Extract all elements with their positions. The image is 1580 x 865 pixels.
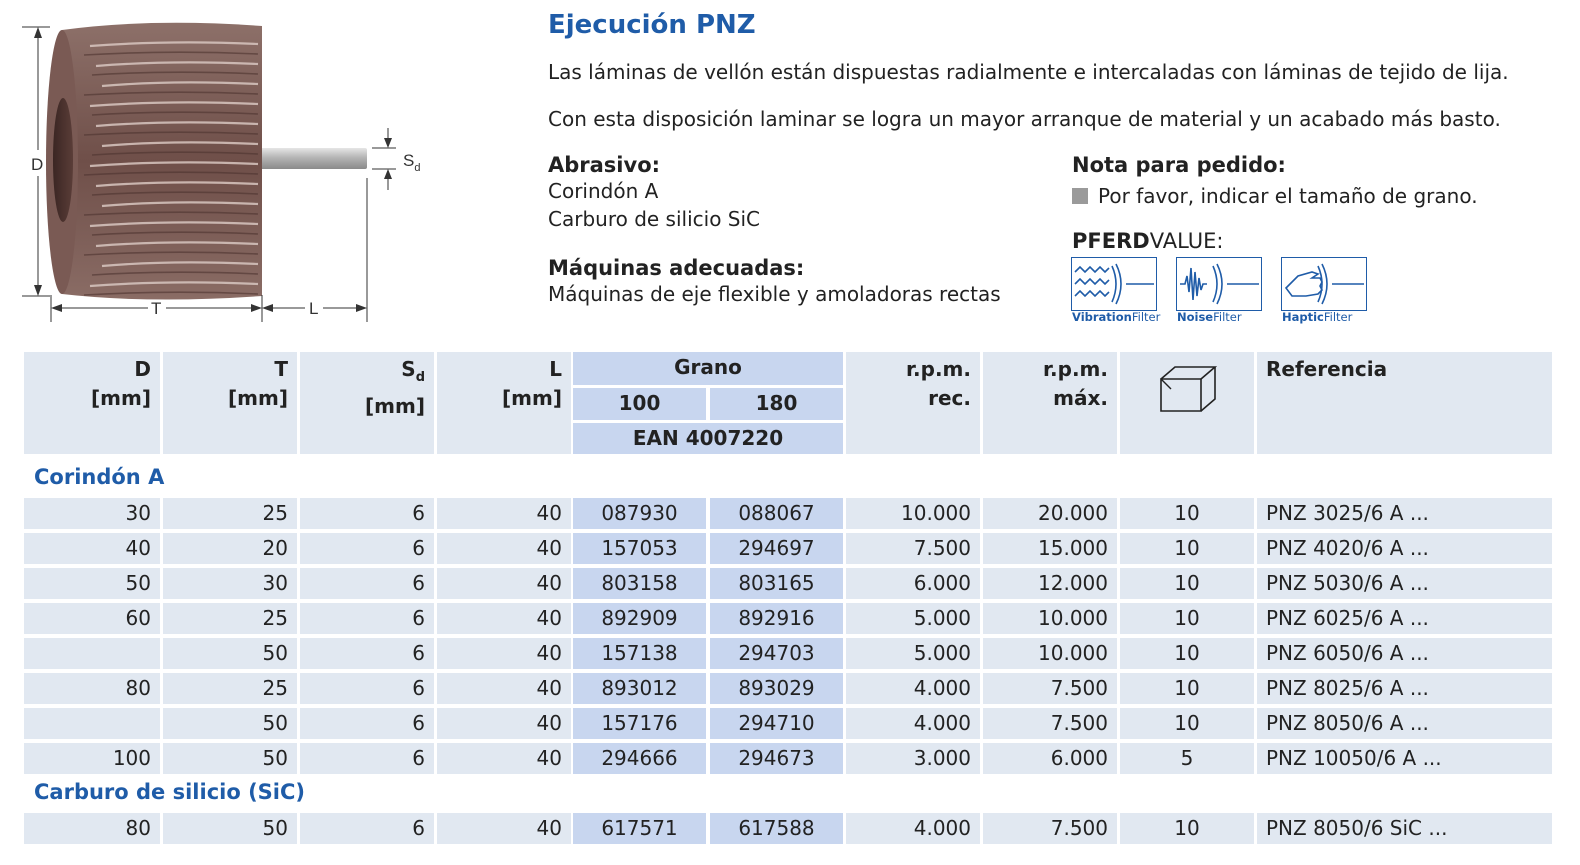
col-header-rpm-rec: r.p.m. rec. bbox=[846, 352, 980, 454]
cell-d: 50 bbox=[24, 568, 160, 599]
cell-ean-grano-100: 294666 bbox=[573, 743, 706, 774]
col-header-rpm-max: r.p.m. máx. bbox=[983, 352, 1117, 454]
order-note bbox=[1072, 184, 1478, 208]
cell-rpm-max: 20.000 bbox=[983, 498, 1117, 529]
machines-text: Máquinas de eje flexible y amoladoras rectas bbox=[548, 282, 1001, 306]
square-bullet-icon bbox=[1072, 188, 1088, 204]
cell-ean-grano-100: 892909 bbox=[573, 603, 706, 634]
cell-l: 40 bbox=[437, 533, 571, 564]
col-header-grano: Grano bbox=[573, 352, 843, 385]
dim-s-label: $S_d$ bbox=[403, 151, 421, 174]
cell-t: 50 bbox=[163, 813, 297, 844]
page-title: Ejecución PNZ bbox=[548, 10, 756, 40]
col-header-sd: $S_d$ [mm] bbox=[300, 352, 434, 454]
cell-rpm-max: 12.000 bbox=[983, 568, 1117, 599]
cell-ean-grano-180: 088067 bbox=[710, 498, 843, 529]
cell-referencia: PNZ 6050/6 A ... bbox=[1257, 638, 1552, 669]
cell-pack-qty: 10 bbox=[1120, 533, 1254, 564]
cell-ean-grano-100: 803158 bbox=[573, 568, 706, 599]
cell-l: 40 bbox=[437, 743, 571, 774]
cell-l: 40 bbox=[437, 568, 571, 599]
cell-referencia: PNZ 5030/6 A ... bbox=[1257, 568, 1552, 599]
group-heading: Carburo de silicio (SiC) bbox=[34, 780, 306, 804]
cell-ean-grano-100: 157176 bbox=[573, 708, 706, 739]
cell-pack-qty: 10 bbox=[1120, 638, 1254, 669]
cell-ean-grano-180: 294703 bbox=[710, 638, 843, 669]
pferd-brand: PFERD bbox=[1072, 229, 1150, 253]
cell-t: 50 bbox=[163, 638, 297, 669]
cell-d: 100 bbox=[24, 743, 160, 774]
cell-referencia: PNZ 8050/6 A ... bbox=[1257, 708, 1552, 739]
cell-l: 40 bbox=[437, 673, 571, 704]
col-header-d: D [mm] bbox=[24, 352, 160, 454]
cell-pack-qty: 10 bbox=[1120, 673, 1254, 704]
cell-t: 30 bbox=[163, 568, 297, 599]
order-note-text: Por favor, indicar el tamaño de grano. bbox=[1098, 184, 1478, 208]
cell-rpm-rec: 10.000 bbox=[846, 498, 980, 529]
cell-d: 40 bbox=[24, 533, 160, 564]
noise-icon bbox=[1177, 258, 1261, 310]
col-header-t: T [mm] bbox=[163, 352, 297, 454]
cell-ean-grano-180: 893029 bbox=[710, 673, 843, 704]
haptic-filter-badge bbox=[1281, 257, 1367, 311]
cell-rpm-max: 10.000 bbox=[983, 603, 1117, 634]
cell-d: 60 bbox=[24, 603, 160, 634]
cell-l: 40 bbox=[437, 638, 571, 669]
cell-sd: 6 bbox=[300, 568, 434, 599]
cell-referencia: PNZ 10050/6 A ... bbox=[1257, 743, 1552, 774]
cell-d: 30 bbox=[24, 498, 160, 529]
cell-ean-grano-100: 087930 bbox=[573, 498, 706, 529]
description-paragraph-2: Con esta disposición laminar se logra un mayor arranque de material y un acabado más basto. bbox=[548, 107, 1501, 131]
cell-pack-qty: 5 bbox=[1120, 743, 1254, 774]
box-icon bbox=[1157, 359, 1217, 415]
cell-referencia: PNZ 3025/6 A ... bbox=[1257, 498, 1552, 529]
abrasive-heading: Abrasivo: bbox=[548, 153, 661, 177]
cell-rpm-rec: 7.500 bbox=[846, 533, 980, 564]
pferd-value-suffix: VALUE: bbox=[1149, 229, 1224, 253]
cell-ean-grano-100: 893012 bbox=[573, 673, 706, 704]
col-header-grano-180: 180 bbox=[710, 388, 843, 420]
cell-sd: 6 bbox=[300, 743, 434, 774]
dim-d-label: D bbox=[31, 155, 44, 174]
cell-ean-grano-180: 294697 bbox=[710, 533, 843, 564]
noise-filter-badge bbox=[1176, 257, 1262, 311]
cell-d: 80 bbox=[24, 673, 160, 704]
cell-sd: 6 bbox=[300, 533, 434, 564]
col-header-referencia: Referencia bbox=[1257, 352, 1552, 454]
cell-rpm-max: 7.500 bbox=[983, 673, 1117, 704]
cell-t: 25 bbox=[163, 498, 297, 529]
col-header-ean: EAN 4007220 bbox=[573, 423, 843, 454]
cell-ean-grano-100: 157053 bbox=[573, 533, 706, 564]
cell-d bbox=[24, 638, 160, 669]
col-header-pack bbox=[1120, 352, 1254, 454]
cell-rpm-rec: 4.000 bbox=[846, 708, 980, 739]
cell-pack-qty: 10 bbox=[1120, 708, 1254, 739]
cell-t: 50 bbox=[163, 708, 297, 739]
order-note-heading: Nota para pedido: bbox=[1072, 153, 1286, 177]
cell-sd: 6 bbox=[300, 603, 434, 634]
cell-rpm-rec: 6.000 bbox=[846, 568, 980, 599]
abrasive-item: Carburo de silicio SiC bbox=[548, 207, 761, 231]
cell-d bbox=[24, 708, 160, 739]
cell-rpm-rec: 3.000 bbox=[846, 743, 980, 774]
cell-sd: 6 bbox=[300, 498, 434, 529]
haptic-hand-icon bbox=[1282, 258, 1366, 310]
pferd-value-label bbox=[1072, 229, 1223, 253]
cell-ean-grano-180: 294710 bbox=[710, 708, 843, 739]
flap-wheel-illustration bbox=[0, 0, 460, 335]
cell-pack-qty: 10 bbox=[1120, 568, 1254, 599]
cell-rpm-max: 7.500 bbox=[983, 813, 1117, 844]
cell-pack-qty: 10 bbox=[1120, 498, 1254, 529]
machines-section bbox=[548, 256, 1001, 306]
cell-ean-grano-180: 617588 bbox=[710, 813, 843, 844]
haptic-filter-label: HapticFilter bbox=[1282, 310, 1353, 324]
group-heading: Corindón A bbox=[34, 465, 165, 489]
cell-ean-grano-180: 892916 bbox=[710, 603, 843, 634]
cell-ean-grano-100: 617571 bbox=[573, 813, 706, 844]
col-header-grano-100: 100 bbox=[573, 388, 706, 420]
cell-l: 40 bbox=[437, 708, 571, 739]
vibration-filter-badge bbox=[1071, 257, 1157, 311]
cell-rpm-max: 6.000 bbox=[983, 743, 1117, 774]
cell-ean-grano-180: 803165 bbox=[710, 568, 843, 599]
cell-referencia: PNZ 8025/6 A ... bbox=[1257, 673, 1552, 704]
cell-sd: 6 bbox=[300, 813, 434, 844]
vibration-filter-label: VibrationFilter bbox=[1072, 310, 1161, 324]
cell-rpm-rec: 5.000 bbox=[846, 638, 980, 669]
cell-pack-qty: 10 bbox=[1120, 813, 1254, 844]
noise-filter-label: NoiseFilter bbox=[1177, 310, 1242, 324]
cell-rpm-max: 15.000 bbox=[983, 533, 1117, 564]
cell-referencia: PNZ 6025/6 A ... bbox=[1257, 603, 1552, 634]
cell-rpm-max: 7.500 bbox=[983, 708, 1117, 739]
product-table bbox=[24, 352, 1552, 852]
cell-rpm-rec: 5.000 bbox=[846, 603, 980, 634]
cell-rpm-rec: 4.000 bbox=[846, 813, 980, 844]
cell-t: 25 bbox=[163, 673, 297, 704]
cell-ean-grano-180: 294673 bbox=[710, 743, 843, 774]
cell-l: 40 bbox=[437, 813, 571, 844]
cell-rpm-max: 10.000 bbox=[983, 638, 1117, 669]
abrasive-item: Corindón A bbox=[548, 179, 659, 203]
dim-l-label: L bbox=[309, 299, 319, 318]
abrasive-section bbox=[548, 153, 760, 231]
cell-referencia: PNZ 8050/6 SiC ... bbox=[1257, 813, 1552, 844]
col-header-l: L [mm] bbox=[437, 352, 571, 454]
cell-l: 40 bbox=[437, 498, 571, 529]
cell-referencia: PNZ 4020/6 A ... bbox=[1257, 533, 1552, 564]
cell-pack-qty: 10 bbox=[1120, 603, 1254, 634]
cell-t: 25 bbox=[163, 603, 297, 634]
cell-sd: 6 bbox=[300, 638, 434, 669]
dim-t-label: T bbox=[151, 299, 162, 318]
cell-d: 80 bbox=[24, 813, 160, 844]
cell-l: 40 bbox=[437, 603, 571, 634]
cell-sd: 6 bbox=[300, 708, 434, 739]
machines-heading: Máquinas adecuadas: bbox=[548, 256, 805, 280]
cell-ean-grano-100: 157138 bbox=[573, 638, 706, 669]
cell-t: 50 bbox=[163, 743, 297, 774]
cell-sd: 6 bbox=[300, 673, 434, 704]
cell-rpm-rec: 4.000 bbox=[846, 673, 980, 704]
vibration-icon bbox=[1072, 258, 1156, 310]
description-paragraph-1: Las láminas de vellón están dispuestas radialmente e intercaladas con láminas de tejido de lija. bbox=[548, 60, 1509, 84]
cell-t: 20 bbox=[163, 533, 297, 564]
